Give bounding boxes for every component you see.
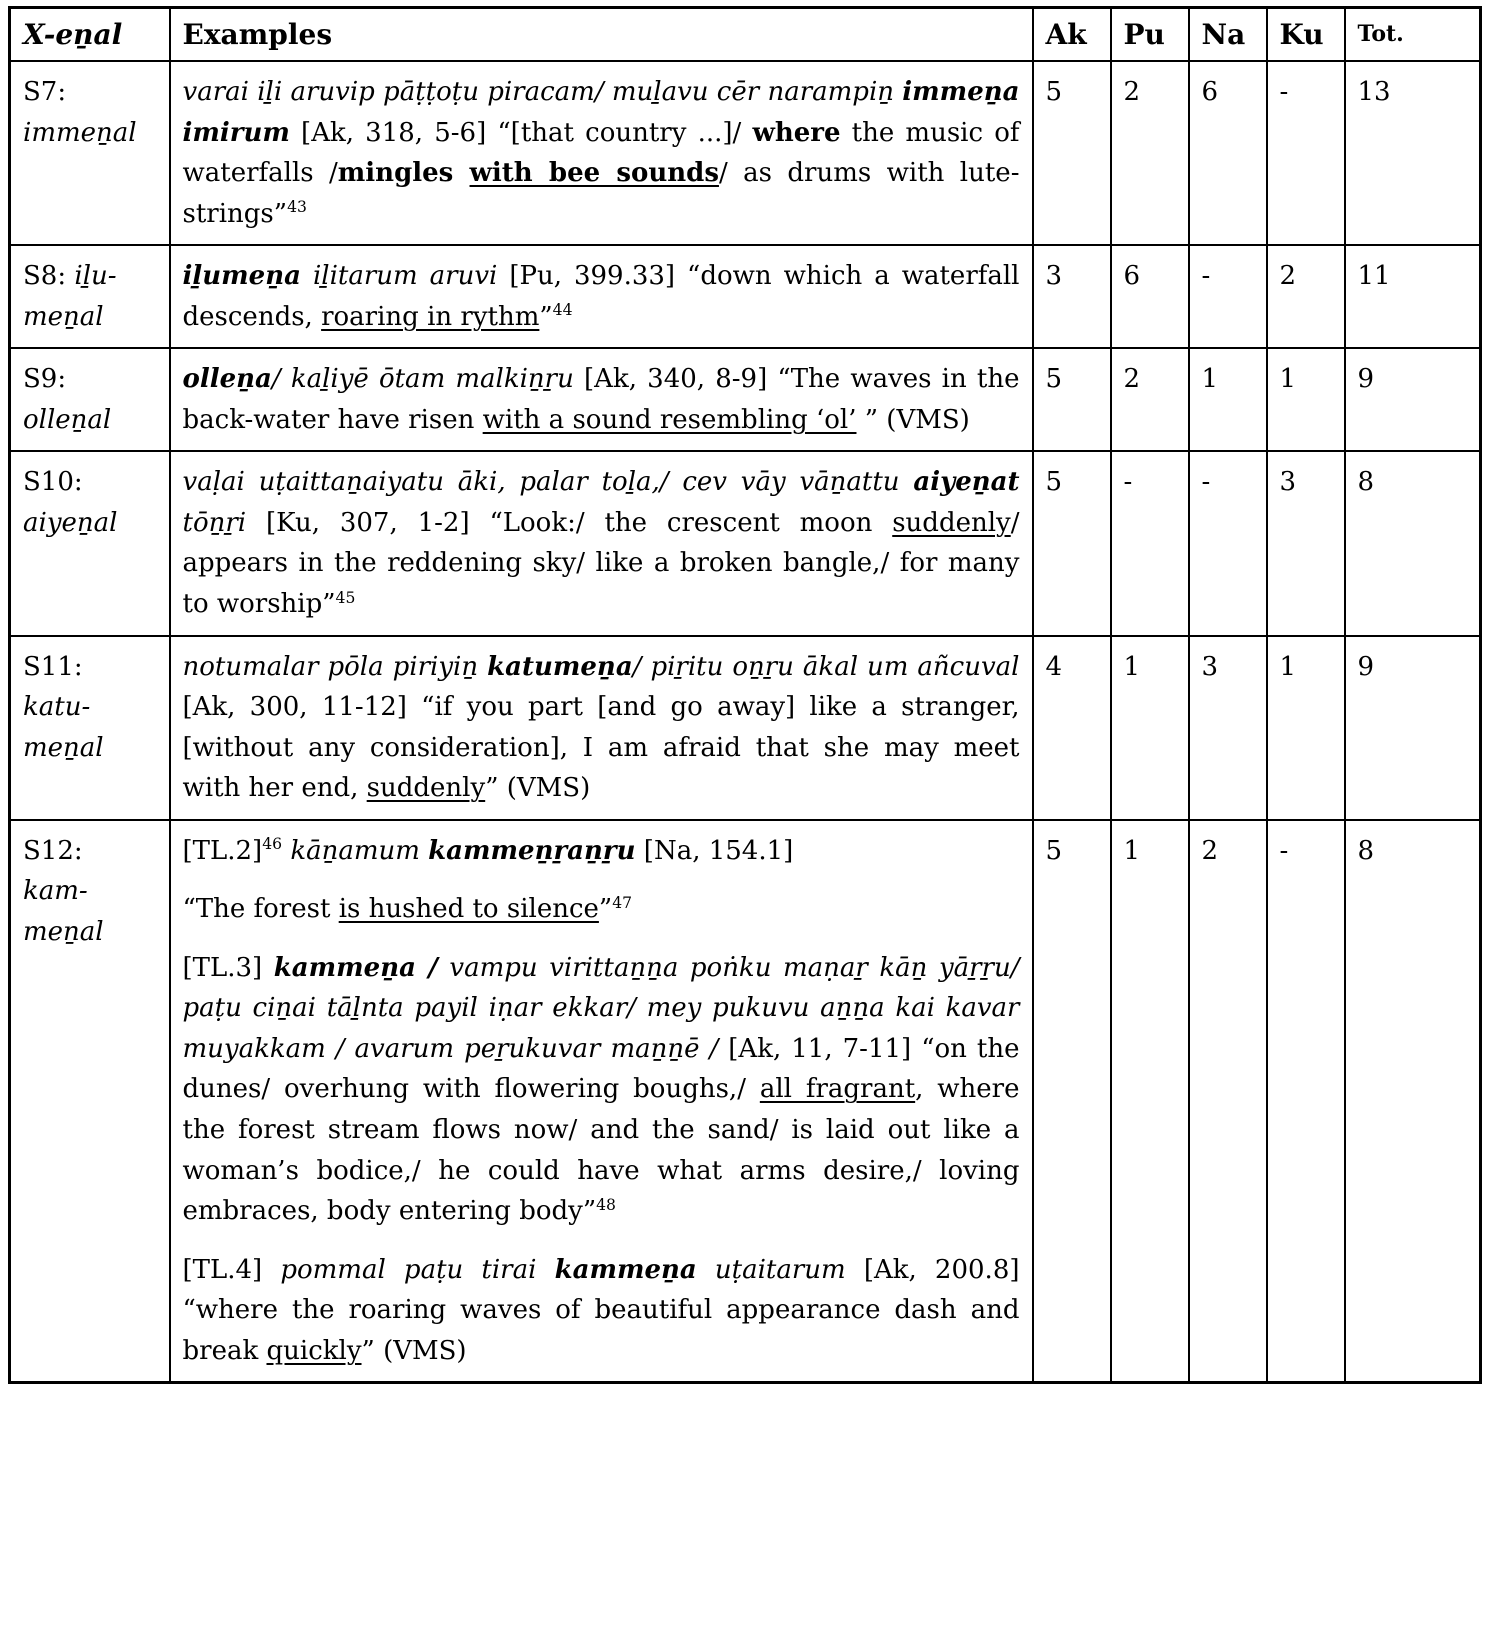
- header-na: Na: [1189, 8, 1267, 62]
- count-na-s11: 3: [1189, 636, 1267, 820]
- example-paragraph: notumalar pōla piriyiṉ katumeṉa/ piṟitu oṉṟu ākal um añcuval [Ak, 300, 11-12] “if you part [and go away] like a stranger, [without any consideration], I am afraid that she may meet with her end, suddenly” (VMS): [182, 651, 1020, 804]
- example-cell-s7: [170, 61, 1033, 245]
- table-row-s7: [10, 61, 1481, 245]
- example-paragraph: [TL.4] pommal paṭu tirai kammeṉa uṭaitarum [Ak, 200.8] “where the roaring waves of beautiful appearance dash and break quickly” (VMS): [182, 1254, 1020, 1366]
- example-cell-s8: [170, 245, 1033, 348]
- example-cell-s11: [170, 636, 1033, 820]
- header-total: Tot.: [1345, 8, 1481, 62]
- count-pu-s9: 2: [1111, 348, 1189, 451]
- xenal-frequency-table: [8, 6, 1482, 1384]
- count-ak-s7: 5: [1033, 61, 1111, 245]
- row-label-s10: S10: aiyeṉal: [10, 451, 170, 635]
- count-pu-s7: 2: [1111, 61, 1189, 245]
- header-ak: Ak: [1033, 8, 1111, 62]
- count-ak-s8: 3: [1033, 245, 1111, 348]
- row-label-s8: S8: iḻu- meṉal: [10, 245, 170, 348]
- count-pu-s12: 1: [1111, 820, 1189, 1383]
- row-label-s7: S7: immeṉal: [10, 61, 170, 245]
- count-total-s9: 9: [1345, 348, 1481, 451]
- count-na-s9: 1: [1189, 348, 1267, 451]
- example-paragraph: iḻumeṉa iḻitarum aruvi [Pu, 399.33] “down which a waterfall descends, roaring in rythm”$^{44}$: [182, 261, 1020, 332]
- count-ak-s11: 4: [1033, 636, 1111, 820]
- example-cell-s12: [170, 820, 1033, 1383]
- count-ak-s12: 5: [1033, 820, 1111, 1383]
- table-header-row: [10, 8, 1481, 62]
- count-total-s12: 8: [1345, 820, 1481, 1383]
- count-ku-s9: 1: [1267, 348, 1345, 451]
- count-total-s8: 11: [1345, 245, 1481, 348]
- count-na-s7: 6: [1189, 61, 1267, 245]
- table-row-s9: [10, 348, 1481, 451]
- count-ku-s10: 3: [1267, 451, 1345, 635]
- count-na-s10: -: [1189, 451, 1267, 635]
- count-na-s12: 2: [1189, 820, 1267, 1383]
- count-total-s10: 8: [1345, 451, 1481, 635]
- row-label-s11: S11: katu- meṉal: [10, 636, 170, 820]
- count-pu-s11: 1: [1111, 636, 1189, 820]
- example-paragraph: vaḷai uṭaittaṉaiyatu āki, palar toḻa,/ cev vāy vāṉattu aiyeṉat tōṉṟi [Ku, 307, 1-2] “Look:/ the crescent moon suddenly/ appears in the reddening sky/ like a broken bangle,/ for many to worship”$^{45}$: [182, 467, 1020, 620]
- header-pu: Pu: [1111, 8, 1189, 62]
- count-ku-s12: -: [1267, 820, 1345, 1383]
- row-label-s9: S9: olleṉal: [10, 348, 170, 451]
- example-paragraph: “The forest is hushed to silence”$^{47}$: [182, 893, 633, 925]
- count-na-s8: -: [1189, 245, 1267, 348]
- row-label-s12: S12: kam- meṉal: [10, 820, 170, 1383]
- count-total-s11: 9: [1345, 636, 1481, 820]
- example-cell-s10: [170, 451, 1033, 635]
- header-ku: Ku: [1267, 8, 1345, 62]
- example-paragraph: varai iḻi aruvip pāṭṭoṭu piracam/ muḻavu cēr narampiṉ immeṉa imirum [Ak, 318, 5-6] “[that country ...]/ where the music of waterfalls /mingles with bee sounds/ as drums with lute-strings”$^{43}$: [182, 77, 1020, 229]
- example-paragraph: [TL.3] kammeṉa / vampu virittaṉṉa poṅku maṇaṟ kāṉ yāṟṟu/ paṭu ciṉai tāḻnta payil iṇar ekkar/ mey pukuvu aṉṉa kai kavar muyakkam / avarum peṟukuvar maṉṉē / [Ak, 11, 7-11] “on the dunes/ overhung with flowering boughs,/ all fragrant, where the forest stream flows now/ and the sand/ is laid out like a woman’s bodice,/ he could have what arms desire,/ loving embraces, body entering body”$^{48}$: [182, 952, 1020, 1227]
- header-xenal: X-eṉal: [10, 8, 170, 62]
- count-pu-s10: -: [1111, 451, 1189, 635]
- example-paragraph: $[TL.2]^{46}$ kāṉamum kammeṉṟaṉṟu [Na, 154.1]: [182, 835, 794, 866]
- example-cell-s9: [170, 348, 1033, 451]
- count-ku-s11: 1: [1267, 636, 1345, 820]
- count-total-s7: 13: [1345, 61, 1481, 245]
- header-examples: Examples: [170, 8, 1033, 62]
- count-ku-s7: -: [1267, 61, 1345, 245]
- example-paragraph: olleṉa/ kaḻiyē ōtam malkiṉṟu [Ak, 340, 8-9] “The waves in the back-water have risen with a sound resembling ‘ol’ ” (VMS): [182, 364, 1020, 435]
- table-row-s11: [10, 636, 1481, 820]
- table-row-s12: [10, 820, 1481, 1383]
- count-ak-s10: 5: [1033, 451, 1111, 635]
- table-row-s8: [10, 245, 1481, 348]
- count-pu-s8: 6: [1111, 245, 1189, 348]
- count-ku-s8: 2: [1267, 245, 1345, 348]
- count-ak-s9: 5: [1033, 348, 1111, 451]
- table-row-s10: [10, 451, 1481, 635]
